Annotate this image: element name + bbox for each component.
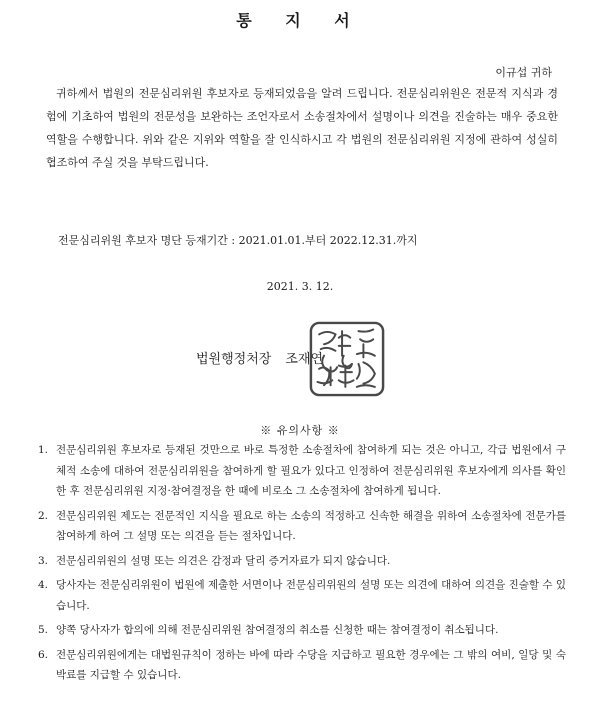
note-text: 전문심리위원에게는 대법원규칙이 정하는 바에 따라 수당을 지급하고 필요한 경우에는 그 밖의 여비, 일당 및 숙박료를 지급할 수 있습니다. [56,648,566,681]
list-item [38,506,566,547]
note-text: 전문심리위원 제도는 전문적인 지식을 필요로 하는 소송의 적정하고 신속한 해결을 위하여 소송절차에 전문가를 참여하게 하여 그 설명 또는 의견을 듣는 절차입니다. [56,509,566,542]
issuer-name: 조재연 [285,352,324,367]
list-item [38,551,566,572]
note-number: 4. [38,579,49,591]
list-item [38,645,566,686]
recipient: 이규섭 귀하 [495,66,552,79]
document-title: 통 지 서 [236,11,364,30]
issuer-office: 법원행정처장 [196,352,272,367]
note-text: 양쪽 당사자가 합의에 의해 전문심리위원 참여결정의 취소를 신청한 때는 참여결정이 취소됩니다. [56,624,499,636]
notes-heading: ※ 유의사항 ※ [260,424,340,437]
issuer [196,348,323,367]
notes-list [38,440,566,690]
note-text: 전문심리위원 후보자로 등재된 것만으로 바로 특정한 소송절차에 참여하게 되는 것은 아니고, 각급 법원에서 구체적 소송에 대하여 전문심리위원을 참여하게 할 필요가 있다고 인정하여 전문심리위원 후보자에게 의사를 확인한 후 전문심리위원 지정·참여결정을 한 때에 비로소 그 소송절차에 참여하게 됩니다. [56,444,566,497]
note-text: 전문심리위원의 설명 또는 의견은 감정과 달리 증거자료가 되지 않습니다. [56,554,391,567]
note-number: 5. [38,624,49,636]
note-text: 당사자는 전문심리위원이 법원에 제출한 서면이나 전문심리위원의 설명 또는 의견에 대하여 의견을 진술할 수 있습니다. [56,579,566,612]
note-number: 6. [38,648,49,661]
note-number: 2. [38,509,49,522]
list-item [38,575,566,616]
note-number: 3. [38,554,49,567]
list-item [38,440,566,502]
note-number: 1. [38,444,49,456]
registration-period: 전문심리위원 후보자 명단 등재기간 : 2021.01.01.부터 2022.12.31.까지 [58,234,418,247]
issue-date: 2021. 3. 12. [266,280,334,293]
notice-body: 귀하께서 법원의 전문심리위원 후보자로 등재되었음을 알려 드립니다. 전문심리위원은 전문적 지식과 경험에 기초하여 법원의 전문성을 보완하는 조언자로서 소송절차에서 설명이나 의견을 진술하는 매우 중요한 역할을 수행합니다. 위와 같은 지위와 역할을 잘 인식하시고 각 법원의 전문심리위원 지정에 관하여 성실히 협조하여 주실 것을 부탁드립니다. [46,87,558,169]
list-item [38,620,566,641]
